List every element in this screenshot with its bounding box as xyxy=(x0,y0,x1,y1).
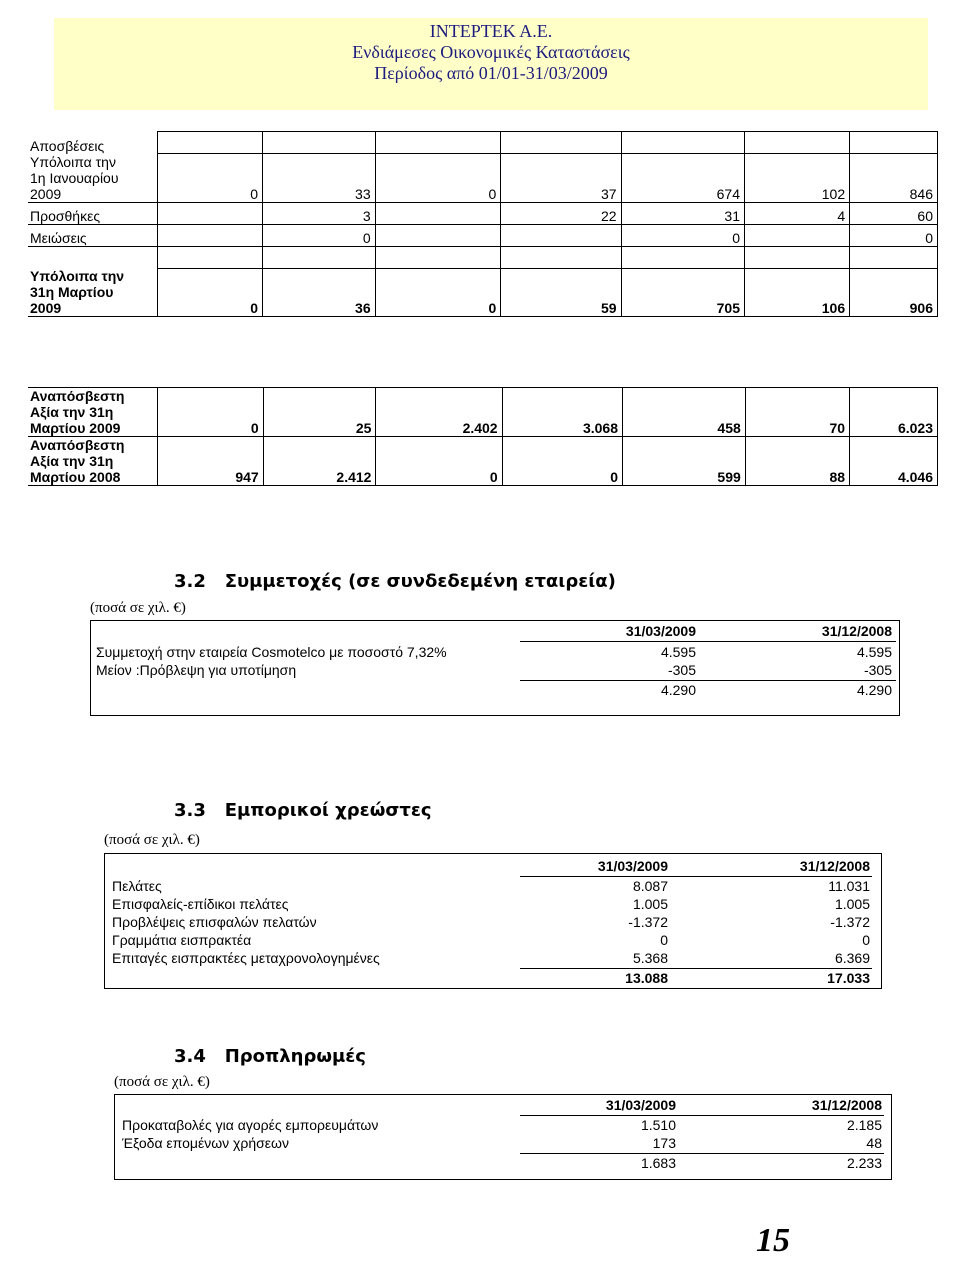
table-cell: 102 xyxy=(744,154,849,203)
amounts-note: (ποσά σε χιλ. €) xyxy=(114,1074,210,1090)
participations-header xyxy=(520,623,896,639)
column-header: 31/12/2008 xyxy=(799,858,870,874)
row-value: 11.031 xyxy=(828,878,870,894)
table-cell: 22 xyxy=(501,202,621,224)
table-cell xyxy=(744,224,849,246)
table-cell: 0 xyxy=(263,224,376,246)
amounts-note: (ποσά σε χιλ. €) xyxy=(90,600,186,616)
column-header: 31/12/2008 xyxy=(821,623,892,639)
table-cell: 3.068 xyxy=(502,388,622,437)
table-cell: 0 xyxy=(376,437,502,486)
table-row xyxy=(112,914,872,930)
table-cell: 0 xyxy=(850,224,938,246)
section-title: Προπληρωμές xyxy=(224,1046,366,1067)
company-name: INTEPTEK A.E. xyxy=(429,21,553,41)
table-row xyxy=(112,950,872,966)
row-label: Συμμετοχή στην εταιρεία Cosmotelco με ποσοστό 7,32% xyxy=(96,644,447,660)
section-3-4-heading xyxy=(174,1046,366,1067)
table-row xyxy=(122,1135,884,1151)
additions-label: Προσθήκες xyxy=(28,202,157,224)
table-cell: 947 xyxy=(158,437,264,486)
table-cell: 25 xyxy=(263,388,376,437)
report-header xyxy=(54,18,928,110)
table-cell: 0 xyxy=(375,268,501,317)
total-value: 17.033 xyxy=(827,970,870,986)
table-cell: 0 xyxy=(621,224,744,246)
nbv-2009-label: Αναπόσβεστη Αξία την 31η Μαρτίου 2009 xyxy=(28,388,158,437)
row-value: 5.368 xyxy=(632,950,668,966)
total-value: 2.233 xyxy=(846,1155,882,1171)
total-value: 4.290 xyxy=(856,682,892,698)
row-value: 4.595 xyxy=(856,644,892,660)
table-cell: 906 xyxy=(850,268,938,317)
total-row xyxy=(520,970,872,986)
column-header: 31/03/2009 xyxy=(625,623,696,639)
table-cell xyxy=(157,202,263,224)
table-cell: 4 xyxy=(744,202,849,224)
depreciation-section-label: Αποσβέσεις xyxy=(28,132,157,154)
row-value: 8.087 xyxy=(632,878,668,894)
row-label: Προκαταβολές για αγορές εμπορευμάτων xyxy=(122,1117,379,1133)
total-row xyxy=(520,1155,884,1171)
section-3-3-heading xyxy=(174,800,432,821)
table-row xyxy=(112,896,872,912)
row-label: Προβλέψεις επισφαλών πελατών xyxy=(112,914,317,930)
table-cell: 2.412 xyxy=(263,437,376,486)
table-cell: 88 xyxy=(745,437,849,486)
row-value: 1.005 xyxy=(834,896,870,912)
table-cell: 37 xyxy=(501,154,621,203)
table-row xyxy=(96,662,896,678)
section-3-2-heading xyxy=(174,571,616,592)
table-cell: 0 xyxy=(158,388,264,437)
section-number: 3.3 xyxy=(174,800,206,821)
table-cell xyxy=(501,224,621,246)
table-cell: 0 xyxy=(375,154,501,203)
column-header: 31/03/2009 xyxy=(605,1097,676,1113)
table-cell: 59 xyxy=(501,268,621,317)
row-label: Μείον :Πρόβλεψη για υποτίμηση xyxy=(96,662,297,678)
reductions-label: Μειώσεις xyxy=(28,224,157,246)
row-value: 0 xyxy=(660,932,668,948)
table-row xyxy=(96,644,896,660)
row-label: Επιταγές εισπρακτέες μεταχρονολογημένες xyxy=(112,950,380,966)
table-cell: 0 xyxy=(157,268,263,317)
row-value: 2.185 xyxy=(846,1117,882,1133)
receivables-header xyxy=(520,858,872,874)
amounts-note: (ποσά σε χιλ. €) xyxy=(104,832,200,848)
total-row xyxy=(520,682,896,698)
column-header: 31/03/2009 xyxy=(597,858,668,874)
table-cell xyxy=(375,224,501,246)
table-cell: 6.023 xyxy=(850,388,938,437)
row-value: 1.510 xyxy=(640,1117,676,1133)
row-label: Επισφαλείς-επίδικοι πελάτες xyxy=(112,896,289,912)
nbv-2008-label: Αναπόσβεστη Αξία την 31η Μαρτίου 2008 xyxy=(28,437,158,486)
row-value: 6.369 xyxy=(834,950,870,966)
net-book-value-table xyxy=(28,387,938,486)
row-value: 48 xyxy=(866,1135,882,1151)
row-value: -305 xyxy=(667,662,696,678)
row-label: Γραμμάτια εισπρακτέα xyxy=(112,932,252,948)
table-cell: 846 xyxy=(850,154,938,203)
row-value: -1.372 xyxy=(830,914,870,930)
table-cell xyxy=(157,224,263,246)
row-value: 0 xyxy=(862,932,870,948)
table-cell: 0 xyxy=(502,437,622,486)
row-value: 173 xyxy=(652,1135,676,1151)
report-period: Περίοδος από 01/01-31/03/2009 xyxy=(374,63,608,83)
table-row xyxy=(112,932,872,948)
total-value: 1.683 xyxy=(640,1155,676,1171)
table-cell: 70 xyxy=(745,388,849,437)
total-value: 4.290 xyxy=(660,682,696,698)
table-cell: 674 xyxy=(621,154,744,203)
opening-balance-label: Υπόλοιπα την 1η Ιανουαρίου 2009 xyxy=(28,154,157,203)
table-cell: 106 xyxy=(744,268,849,317)
table-cell xyxy=(375,202,501,224)
row-value: 1.005 xyxy=(632,896,668,912)
row-value: -1.372 xyxy=(628,914,668,930)
section-title: Εμπορικοί χρεώστες xyxy=(224,800,432,821)
closing-balance-label: Υπόλοιπα την 31η Μαρτίου 2009 xyxy=(28,268,157,317)
section-title: Συμμετοχές (σε συνδεδεμένη εταιρεία) xyxy=(224,571,616,592)
table-cell: 458 xyxy=(623,388,746,437)
table-cell: 31 xyxy=(621,202,744,224)
table-cell: 4.046 xyxy=(850,437,938,486)
total-value: 13.088 xyxy=(625,970,668,986)
table-cell: 36 xyxy=(263,268,376,317)
table-cell: 705 xyxy=(621,268,744,317)
section-number: 3.2 xyxy=(174,571,206,592)
table-cell: 3 xyxy=(263,202,376,224)
prepayments-header xyxy=(520,1097,884,1113)
table-cell: 60 xyxy=(850,202,938,224)
row-value: 4.595 xyxy=(660,644,696,660)
table-row xyxy=(122,1117,884,1133)
table-row xyxy=(112,878,872,894)
row-label: Πελάτες xyxy=(112,878,162,894)
section-number: 3.4 xyxy=(174,1046,206,1067)
depreciation-table xyxy=(28,131,938,317)
report-title: Ενδιάμεσες Οικονομικές Καταστάσεις xyxy=(352,42,630,62)
row-value: -305 xyxy=(863,662,892,678)
table-cell: 33 xyxy=(263,154,376,203)
page-number: 15 xyxy=(756,1222,790,1259)
column-header: 31/12/2008 xyxy=(811,1097,882,1113)
table-cell: 2.402 xyxy=(376,388,502,437)
table-cell: 599 xyxy=(623,437,746,486)
table-cell: 0 xyxy=(157,154,263,203)
row-label: Έξοδα επομένων χρήσεων xyxy=(122,1135,289,1151)
